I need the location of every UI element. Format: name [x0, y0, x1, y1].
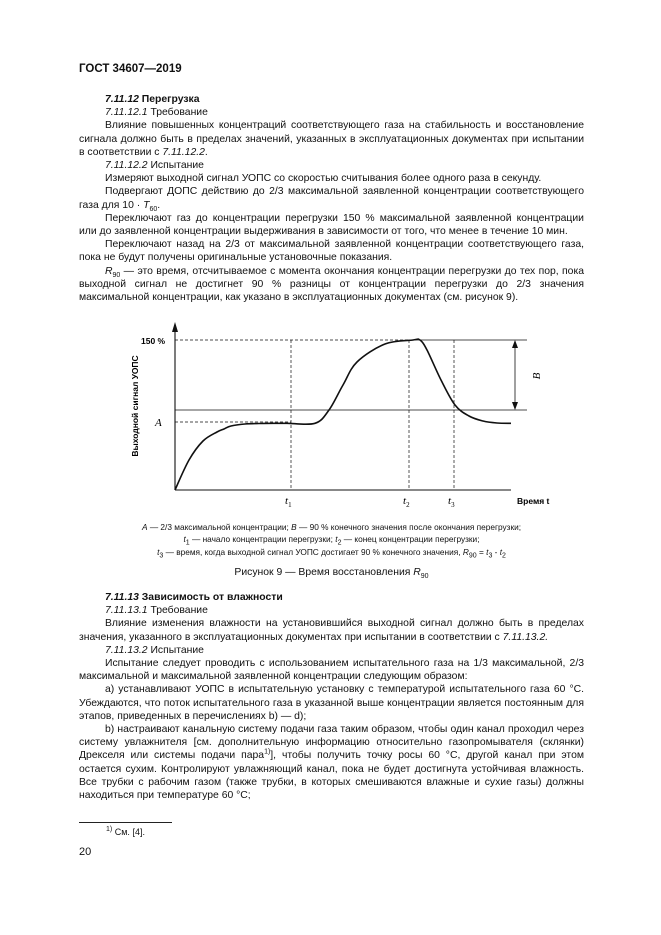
paragraph: Влияние изменения влажности на установившийся выходной сигнал должно быть в пределах значения, указанного в эксплуатационных документах при испытании в соответствии с 7.11.13.2. [79, 618, 584, 643]
section-7-11-13 [79, 591, 584, 802]
x-tick-t1: $t_1$ [285, 495, 292, 509]
paragraph: $R_{90}$ — это время, отсчитываемое с момента окончания концентрации перегрузки до тех пор, пока выходной сигнал не достигнет 90 % разницы от концентрации перегрузки до 2/3 значения максимальной концентрации, как указано в эксплуатационных документах (см. рисунок 9). [79, 265, 584, 304]
b-arrow-down [512, 402, 518, 410]
section-title: Перегрузка [141, 94, 200, 105]
data-point [441, 380, 442, 381]
signal-curve [175, 339, 511, 490]
data-point [259, 423, 260, 424]
list-item-b: b) настраивают канальную систему подачи газа таким образом, чтобы один канал проходил через систему увлажнителя [см. дополнительную информацию относительно газопромывателя (склянки) Дрекселя или системы подачи пара$^{1)}$], чтобы получить точку росы 60 °С, другой канал при этом остается сухим. Контролируют увлажняющий канал, пока не будет достигнута устойчивая влажность. Все трубки с рабочим газом (также трубки, в которых смешиваются влажные и сухие газы) должны находиться при температуре 60 °С; [79, 724, 584, 802]
data-point [315, 423, 316, 424]
footnote-ref[interactable]: 1) [264, 748, 271, 756]
paragraph: Испытание следует проводить с использованием испытательного газа на 1/3 максимальной, 2/3 максимальной и максимальной заявленной концентрации следующим образом: [79, 658, 584, 683]
x-axis-label: Время t [517, 496, 550, 506]
data-point [329, 410, 330, 411]
paragraph: Измеряют выходной сигнал УОПС со скоростью считывания более одного раза в секунду. [105, 173, 542, 185]
data-point [427, 350, 428, 351]
data-point [189, 460, 190, 461]
legend-line: A — 2/3 максимальной концентрации; B — 90 % конечного значения после окончания перегрузки; [141, 522, 522, 532]
data-point [420, 340, 421, 341]
data-point [413, 340, 414, 341]
page-number: 20 [79, 846, 92, 858]
paragraph: Переключают назад на 2/3 от максимальной заявленной концентрации соответствующего газа, пока не будут получены оригинальные установочные показания. [79, 239, 584, 264]
data-point [469, 416, 470, 417]
y-tick-150: 150 % [141, 336, 166, 346]
data-point [357, 362, 358, 363]
footnote-separator [79, 822, 172, 823]
figure-9 [79, 318, 584, 520]
y-tick-a: A [155, 417, 162, 429]
section-7-11-12 [79, 93, 584, 304]
legend-line: $t_1$ — начало концентрации перегрузки; $t_2$ — конец концентрации перегрузки; [183, 534, 480, 548]
b-arrow-up [512, 340, 518, 348]
paragraph: Влияние повышенных концентраций соответствующего газа на стабильность и восстановление сигнала должно быть в пределах значений, указанных в эксплуатационных документах при испытании в соответствии с 7.11.12.2. [79, 120, 584, 158]
b-label: B [531, 372, 543, 380]
data-point [217, 432, 218, 433]
data-point [203, 441, 204, 442]
data-point [245, 424, 246, 425]
y-axis-arrow [172, 322, 178, 332]
section-heading [79, 93, 584, 106]
subsection-heading: 7.11.12.2 Испытание [105, 160, 204, 172]
document-header: ГОСТ 34607—2019 [79, 63, 182, 75]
data-point [343, 385, 344, 386]
data-point [385, 344, 386, 345]
data-point [231, 426, 232, 427]
subsection-heading: 7.11.13.2 Испытание [105, 644, 204, 656]
paragraph: Переключают газ до концентрации перегрузки 150 % максимальной заявленной концентрации или до заявленной концентрации выдерживания в зависимости от того, что менее в течение 10 мин. [79, 212, 584, 238]
x-tick-t2: $t_2$ [403, 495, 410, 509]
list-item-a: а) устанавливают УОПС в испытательную установку с температурой испытательного газа 60 °С. Убеждаются, что поток испытательного газа в указанной выше концентрации является постоянным для этапов, приведенных в перечислениях b) — d); [79, 684, 584, 722]
subsection-heading: 7.11.12.1 Требование [105, 107, 208, 119]
data-point [455, 405, 456, 406]
section-heading: 7.11.13 Зависимость от влажности [105, 592, 283, 603]
data-point [483, 421, 484, 422]
data-point [511, 423, 512, 424]
y-axis-label: Выходной сигнал УОПС [130, 355, 140, 457]
data-points [175, 340, 512, 491]
footnote: $^{1)}$ См. [4]. [106, 826, 145, 837]
data-point [175, 490, 176, 491]
paragraph: Подвергают ДОПС действию до 2/3 максимальной заявленной концентрации соответствующего газа для $10 \cdot T_{60}$. [79, 186, 584, 213]
figure-caption: Рисунок 9 — Время восстановления $R_{90}$ [234, 567, 429, 581]
data-point [497, 423, 498, 424]
subsection-heading: 7.11.13.1 Требование [105, 605, 208, 617]
data-point [273, 423, 274, 424]
cross-reference[interactable]: 7.11.12.2 [162, 146, 205, 158]
data-point [287, 423, 288, 424]
figure-legend [79, 521, 584, 558]
x-tick-t3: $t_3$ [448, 495, 455, 509]
cross-reference[interactable]: 7.11.13.2. [502, 631, 549, 643]
legend-line: $t_3$ — время, когда выходной сигнал УОПС достигает 90 % конечного значения, $R_{90} = t_3 - t_2$ [157, 546, 506, 560]
data-point [224, 429, 225, 430]
section-number: 7.11.12 [105, 94, 139, 105]
recovery-time-chart [79, 318, 584, 520]
